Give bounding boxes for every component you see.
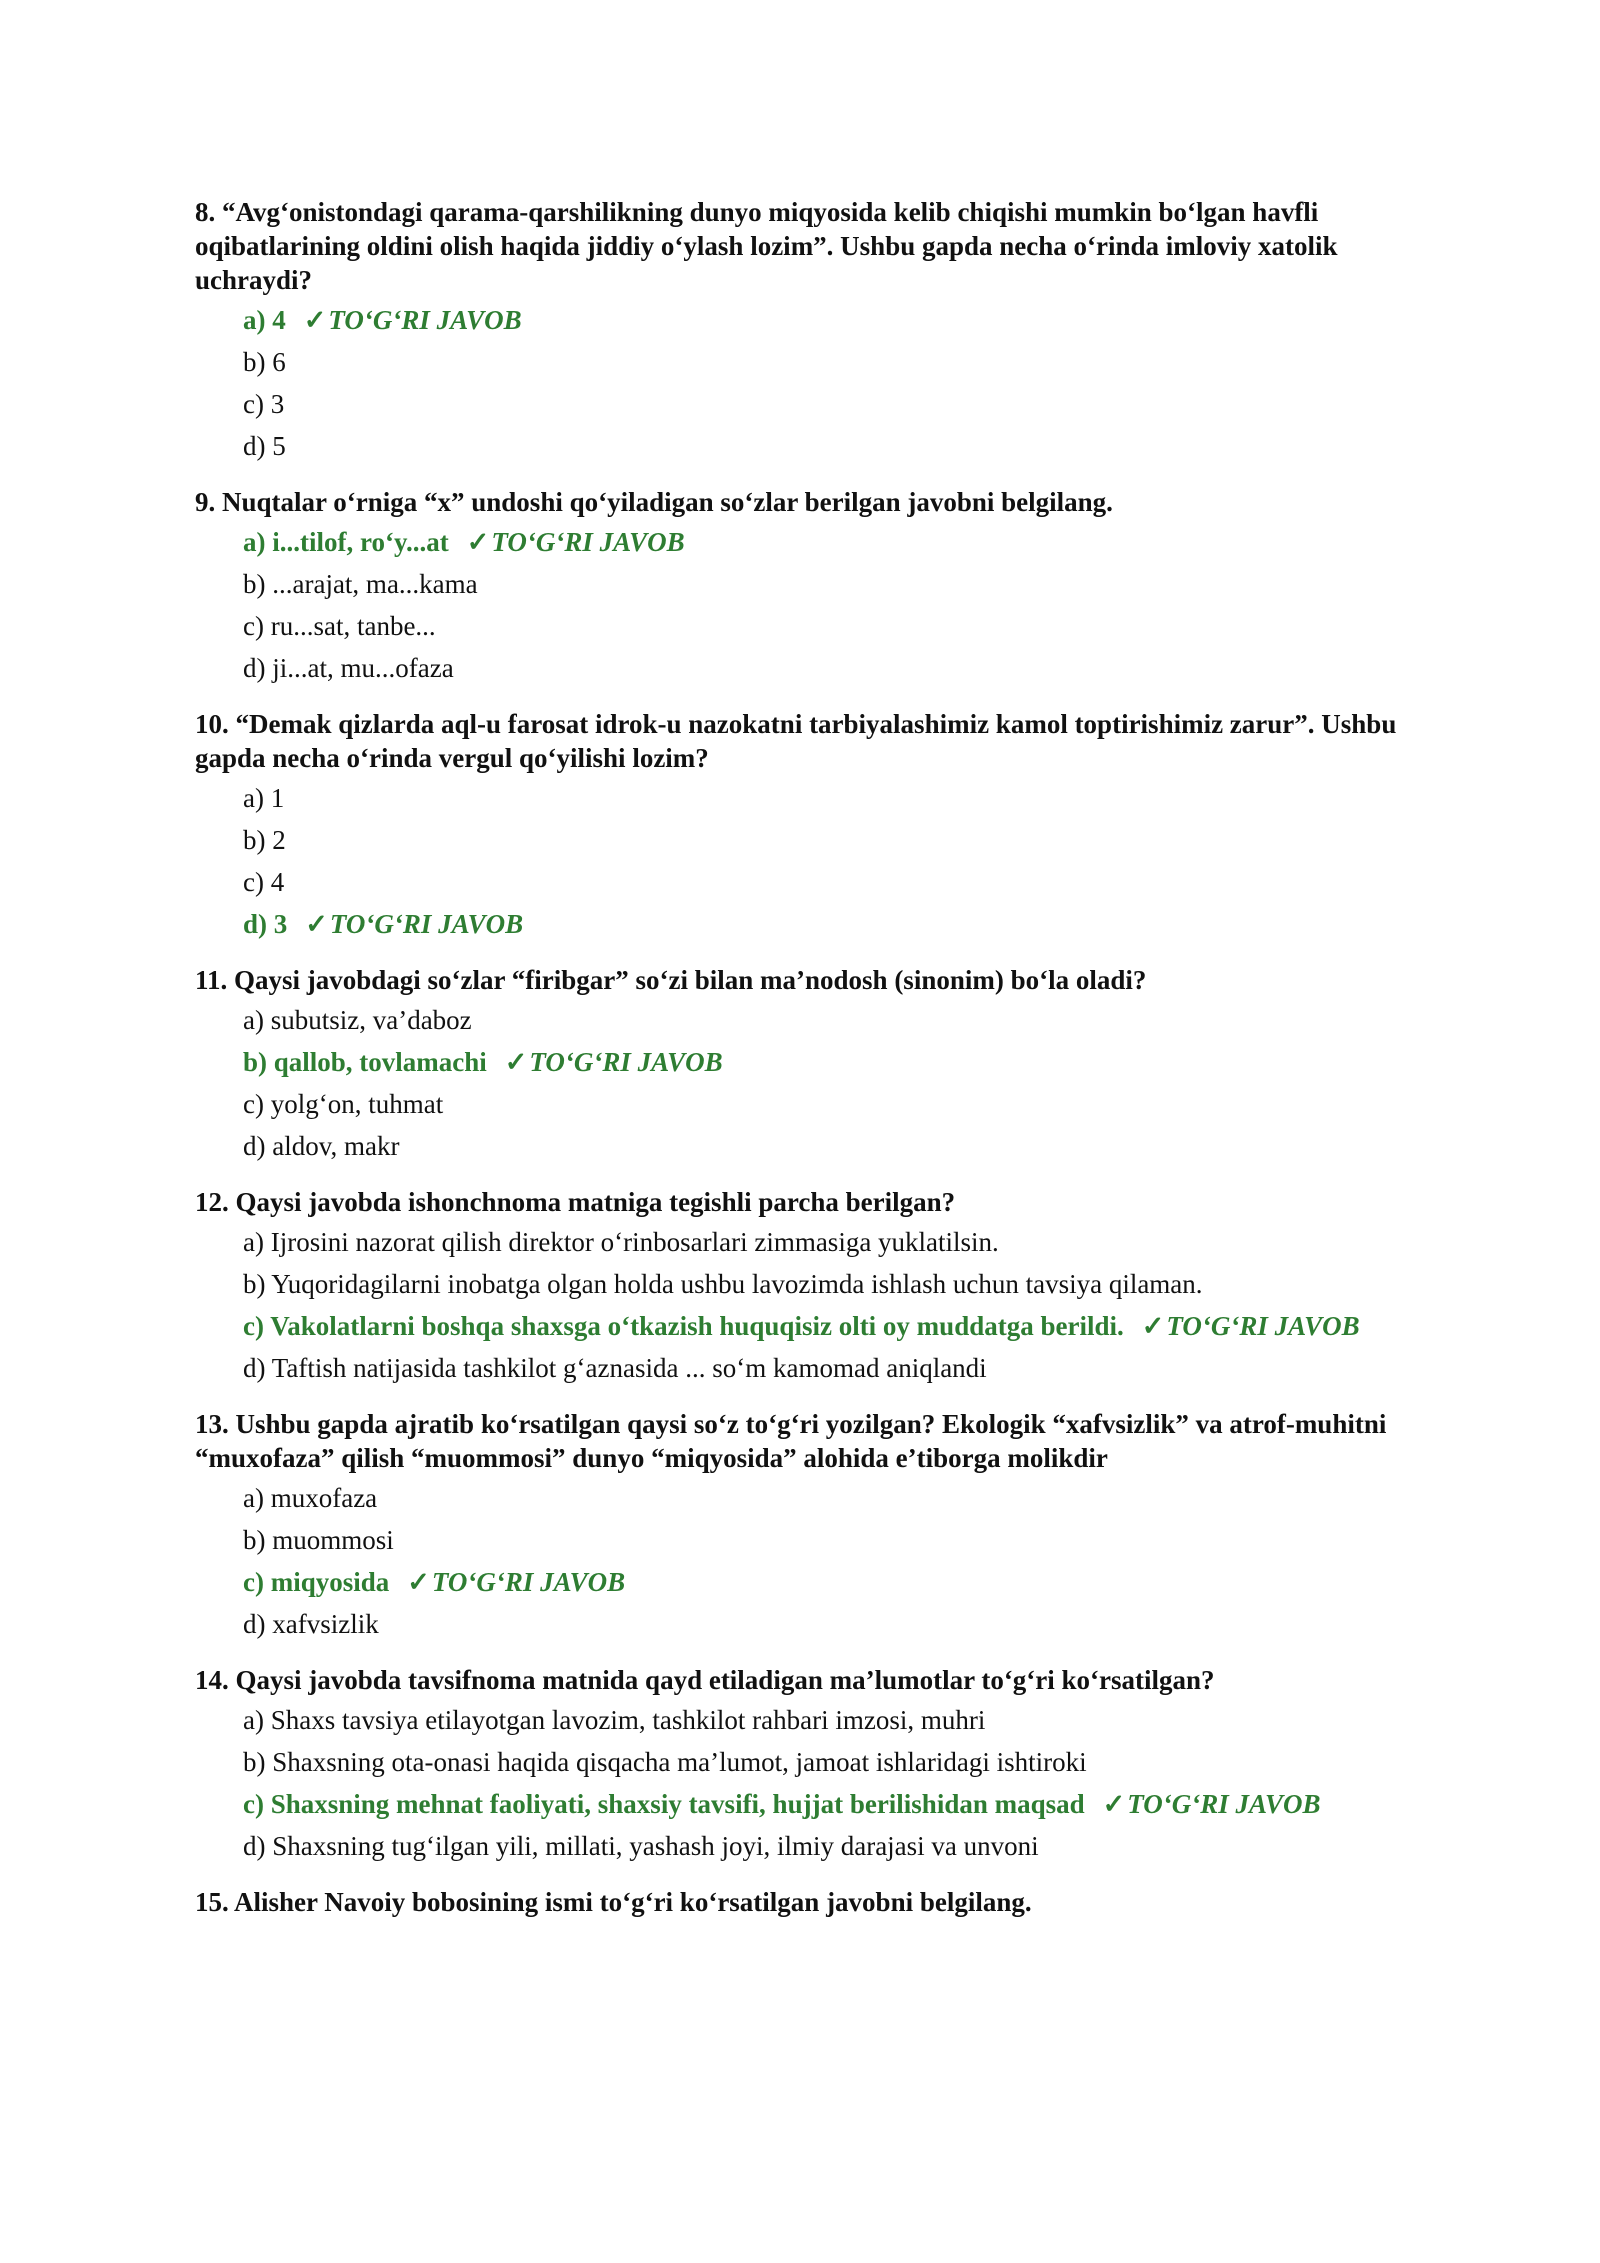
option-text: b) qallob, tovlamachi xyxy=(243,1047,487,1077)
check-icon: ✓ xyxy=(303,305,327,335)
option-text: c) miqyosida xyxy=(243,1567,390,1597)
answer-option xyxy=(243,1087,1415,1121)
options-list xyxy=(195,1003,1415,1163)
option-text: d) 5 xyxy=(243,431,286,461)
check-icon: ✓ xyxy=(407,1567,430,1597)
question-text xyxy=(195,1885,1415,1919)
question-block xyxy=(195,963,1415,1163)
question-number: 9. xyxy=(195,487,216,517)
question-prompt: Alisher Navoiy bobosining ismi to‘g‘ri ko‘rsatilgan javobni belgilang. xyxy=(234,1887,1032,1917)
answer-option xyxy=(243,1481,1415,1515)
correct-answer-label: TO‘G‘RI JAVOB xyxy=(491,527,685,557)
correct-answer-label: TO‘G‘RI JAVOB xyxy=(328,305,522,335)
option-text: b) ...arajat, ma...kama xyxy=(243,569,478,599)
option-text: c) Shaxsning mehnat faoliyati, shaxsiy tavsifi, hujjat berilishidan maqsad xyxy=(243,1789,1085,1819)
option-text: a) i...tilof, ro‘y...at xyxy=(243,527,449,557)
answer-option-correct xyxy=(243,1045,1415,1079)
option-text: d) aldov, makr xyxy=(243,1131,400,1161)
question-number: 13. xyxy=(195,1409,229,1439)
check-icon: ✓ xyxy=(305,909,328,939)
correct-answer-label: TO‘G‘RI JAVOB xyxy=(431,1567,626,1597)
answer-option xyxy=(243,1745,1415,1779)
question-number: 15. xyxy=(195,1887,229,1917)
check-icon: ✓ xyxy=(466,527,490,557)
answer-option-correct xyxy=(243,907,1415,941)
option-text: a) Ijrosini nazorat qilish direktor o‘rinbosarlari zimmasiga yuklatilsin. xyxy=(243,1227,999,1257)
answer-option xyxy=(243,781,1415,815)
option-text: c) 4 xyxy=(243,867,285,897)
question-text xyxy=(195,1663,1415,1697)
options-list xyxy=(195,781,1415,941)
option-text: c) ru...sat, tanbe... xyxy=(243,611,436,641)
question-text xyxy=(195,1407,1415,1475)
options-list xyxy=(195,525,1415,685)
answer-option xyxy=(243,1829,1415,1863)
answer-option xyxy=(243,1523,1415,1557)
question-prompt: Nuqtalar o‘rniga “x” undoshi qo‘yiladigan so‘zlar berilgan javobni belgilang. xyxy=(222,487,1113,517)
option-text: b) muommosi xyxy=(243,1525,394,1555)
answer-option-correct xyxy=(243,1787,1415,1821)
correct-answer-label: TO‘G‘RI JAVOB xyxy=(529,1047,723,1077)
question-text xyxy=(195,707,1415,775)
option-text: a) 4 xyxy=(243,305,286,335)
answer-option xyxy=(243,1225,1415,1259)
answer-option xyxy=(243,429,1415,463)
option-text: a) subutsiz, va’daboz xyxy=(243,1005,472,1035)
question-text xyxy=(195,195,1415,297)
option-text: d) 3 xyxy=(243,909,288,939)
check-icon: ✓ xyxy=(504,1047,528,1077)
answer-option xyxy=(243,1703,1415,1737)
correct-answer-mark xyxy=(305,909,523,939)
correct-answer-mark xyxy=(1103,1789,1321,1819)
option-text: a) muxofaza xyxy=(243,1483,378,1513)
option-text: b) 2 xyxy=(243,825,286,855)
correct-answer-mark xyxy=(1142,1311,1360,1341)
answer-option xyxy=(243,1003,1415,1037)
question-block xyxy=(195,1407,1415,1641)
correct-answer-label: TO‘G‘RI JAVOB xyxy=(329,909,524,939)
question-number: 10. xyxy=(195,709,229,739)
question-text xyxy=(195,1185,1415,1219)
option-text: b) Shaxsning ota-onasi haqida qisqacha ma’lumot, jamoat ishlaridagi ishtiroki xyxy=(243,1747,1087,1777)
check-icon: ✓ xyxy=(1102,1789,1126,1819)
correct-answer-mark xyxy=(304,305,522,335)
answer-option-correct xyxy=(243,525,1415,559)
question-text xyxy=(195,485,1415,519)
correct-answer-mark xyxy=(407,1567,625,1597)
options-list xyxy=(195,1703,1415,1863)
question-prompt: Ushbu gapda ajratib ko‘rsatilgan qaysi so‘z to‘g‘ri yozilgan? Ekologik “xafvsizlik” va atrof-muhitni “muxofaza” qilish “muommosi” dunyo “miqyosida” alohida e’tiborga molikdir xyxy=(195,1409,1387,1473)
option-text: d) xafvsizlik xyxy=(243,1609,379,1639)
test-page xyxy=(195,195,1415,1941)
answer-option-correct xyxy=(243,1309,1415,1343)
question-block xyxy=(195,485,1415,685)
question-block xyxy=(195,1885,1415,1919)
option-text: d) Shaxsning tug‘ilgan yili, millati, yashash joyi, ilmiy darajasi va unvoni xyxy=(243,1831,1039,1861)
question-text xyxy=(195,963,1415,997)
answer-option xyxy=(243,1351,1415,1385)
answer-option xyxy=(243,1129,1415,1163)
check-icon: ✓ xyxy=(1141,1311,1165,1341)
correct-answer-label: TO‘G‘RI JAVOB xyxy=(1127,1789,1321,1819)
option-text: d) ji...at, mu...ofaza xyxy=(243,653,454,683)
options-list xyxy=(195,1481,1415,1641)
option-text: c) 3 xyxy=(243,389,285,419)
option-text: c) yolg‘on, tuhmat xyxy=(243,1089,444,1119)
question-prompt: “Avg‘onistondagi qarama-qarshilikning dunyo miqyosida kelib chiqishi mumkin bo‘lgan havfli oqibatlarining oldini olish haqida jiddiy o‘ylash lozim”. Ushbu gapda necha o‘rinda imloviy xatolik uchraydi? xyxy=(195,197,1338,295)
question-block xyxy=(195,195,1415,463)
answer-option-correct xyxy=(243,1565,1415,1599)
question-prompt: Qaysi javobda ishonchnoma matniga tegishli parcha berilgan? xyxy=(235,1187,956,1217)
option-text: b) 6 xyxy=(243,347,286,377)
option-text: d) Taftish natijasida tashkilot g‘aznasida ... so‘m kamomad aniqlandi xyxy=(243,1353,987,1383)
question-prompt: Qaysi javobda tavsifnoma matnida qayd etiladigan ma’lumotlar to‘g‘ri ko‘rsatilgan? xyxy=(235,1665,1215,1695)
answer-option xyxy=(243,567,1415,601)
question-block xyxy=(195,707,1415,941)
answer-option xyxy=(243,1267,1415,1301)
question-number: 14. xyxy=(195,1665,229,1695)
answer-option xyxy=(243,345,1415,379)
correct-answer-mark xyxy=(467,527,685,557)
answer-option-correct xyxy=(243,303,1415,337)
question-number: 8. xyxy=(195,197,216,227)
answer-option xyxy=(243,609,1415,643)
correct-answer-mark xyxy=(505,1047,723,1077)
question-prompt: “Demak qizlarda aql-u farosat idrok-u nazokatni tarbiyalashimiz kamol toptirishimiz zarur”. Ushbu gapda necha o‘rinda vergul qo‘yilishi lozim? xyxy=(195,709,1397,773)
question-number: 12. xyxy=(195,1187,229,1217)
answer-option xyxy=(243,1607,1415,1641)
correct-answer-label: TO‘G‘RI JAVOB xyxy=(1166,1311,1360,1341)
answer-option xyxy=(243,865,1415,899)
answer-option xyxy=(243,651,1415,685)
question-block xyxy=(195,1663,1415,1863)
option-text: a) 1 xyxy=(243,783,285,813)
question-prompt: Qaysi javobdagi so‘zlar “firibgar” so‘zi bilan ma’nodosh (sinonim) bo‘la oladi? xyxy=(234,965,1147,995)
answer-option xyxy=(243,823,1415,857)
answer-option xyxy=(243,387,1415,421)
question-block xyxy=(195,1185,1415,1385)
question-number: 11. xyxy=(195,965,228,995)
options-list xyxy=(195,303,1415,463)
option-text: a) Shaxs tavsiya etilayotgan lavozim, tashkilot rahbari imzosi, muhri xyxy=(243,1705,986,1735)
option-text: c) Vakolatlarni boshqa shaxsga o‘tkazish huquqisiz olti oy muddatga berildi. xyxy=(243,1311,1124,1341)
options-list xyxy=(195,1225,1415,1385)
option-text: b) Yuqoridagilarni inobatga olgan holda ushbu lavozimda ishlash uchun tavsiya qilaman. xyxy=(243,1269,1203,1299)
